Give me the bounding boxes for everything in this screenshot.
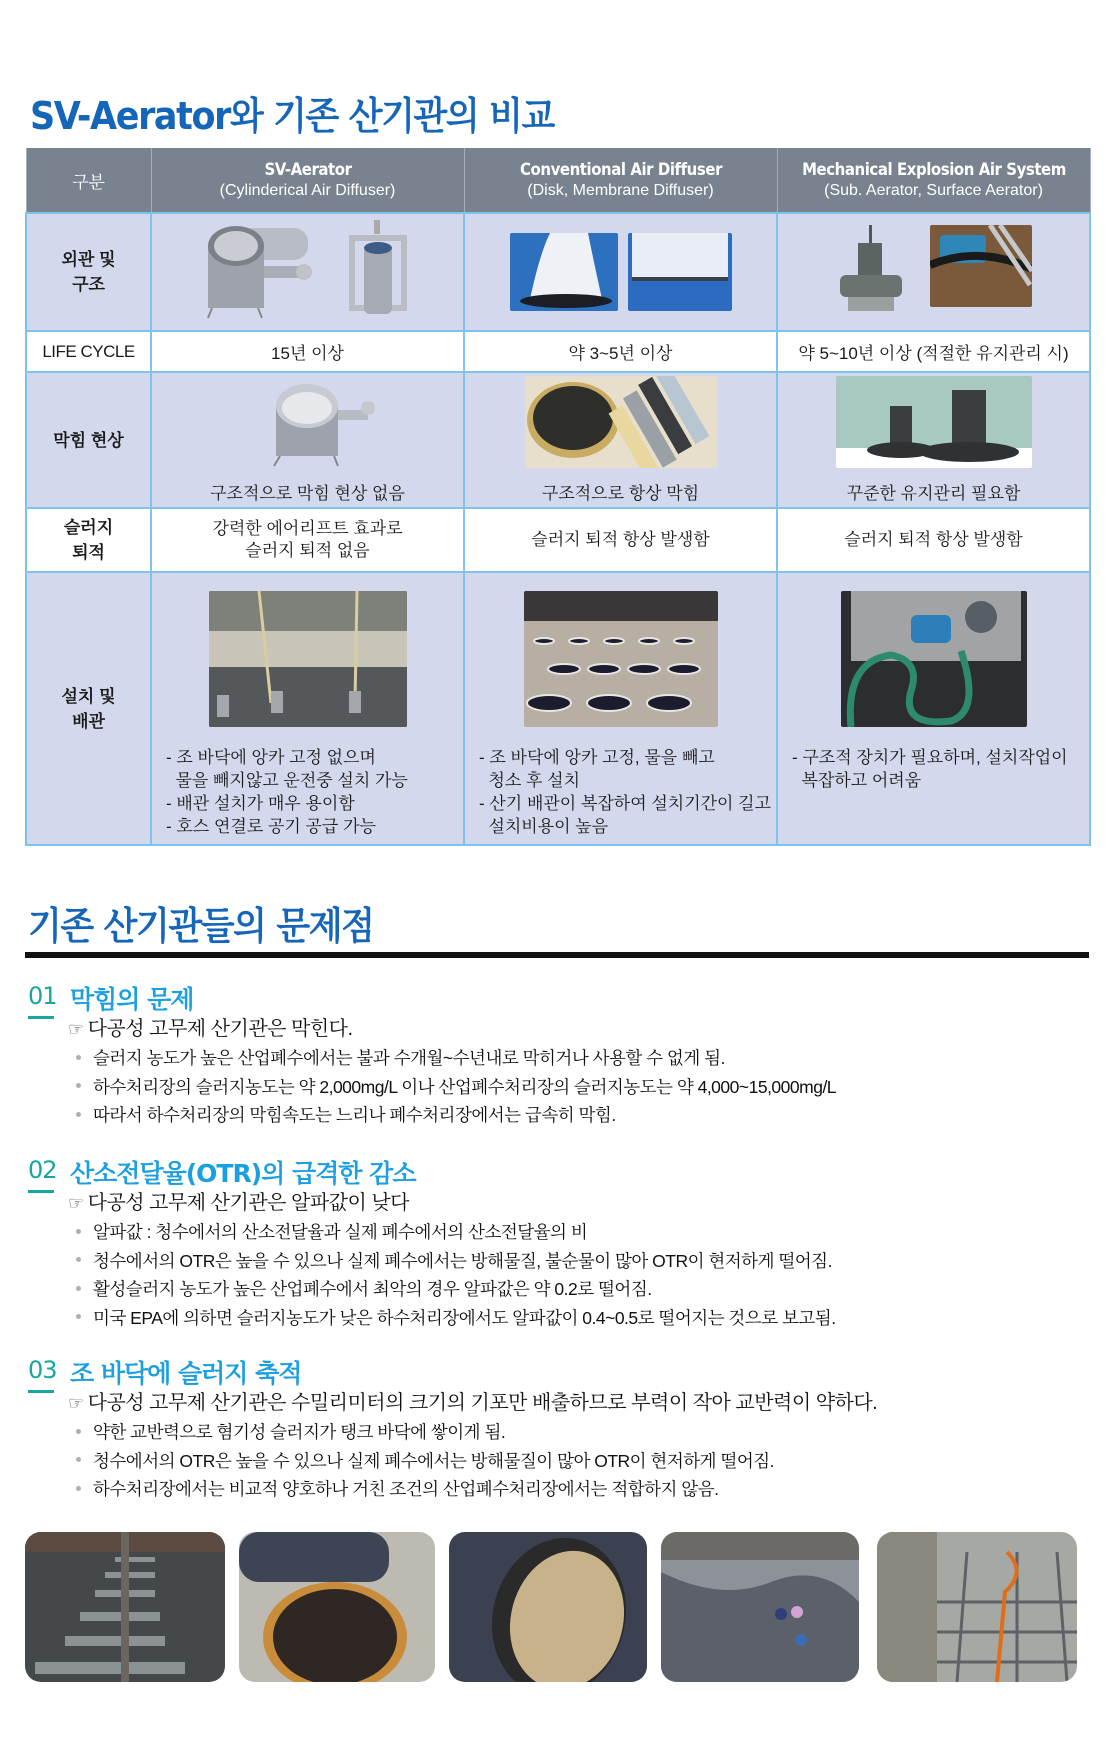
clogged-diffusers-image (525, 376, 717, 468)
bullet-item (76, 1247, 836, 1276)
cell-value (777, 508, 1090, 572)
bullet-dot-icon (76, 1286, 81, 1291)
pointing-hand-icon: ☞ (68, 1019, 84, 1039)
problem-bullets (76, 1044, 836, 1130)
row-label (26, 572, 151, 845)
bullet-text: 하수처리장에서는 비교적 양호하나 거친 조건의 산업폐수처리장에서는 적합하지 않음. (93, 1479, 719, 1499)
note-line: 청소 후 설치 (479, 771, 581, 790)
cell-conventional-clogging (464, 372, 777, 508)
number-underline (28, 1390, 54, 1393)
cell-value: 약 3~5년 이상 (464, 331, 777, 372)
bullet-item (76, 1418, 774, 1447)
disk-diffuser-image (510, 233, 618, 311)
label-line: 구조 (72, 275, 105, 294)
drained-tank-piping-photo (877, 1532, 1077, 1682)
header-conventional (464, 148, 777, 213)
aerator-platform-image (841, 591, 1027, 727)
clogging-caption: 구조적으로 막힘 현상 없음 (210, 484, 405, 503)
row-life-cycle (26, 331, 1090, 372)
bullet-item (76, 1073, 836, 1102)
bullet-dot-icon (76, 1314, 81, 1319)
row-appearance (26, 213, 1090, 331)
cell-sv-appearance (151, 213, 464, 331)
row-clogging (26, 372, 1090, 508)
header-name: SV-Aerator (263, 160, 352, 180)
bullet-dot-icon (76, 1486, 81, 1491)
problem-title: 조 바닥에 슬러지 축적 (70, 1359, 302, 1388)
bullet-item (76, 1447, 774, 1476)
row-label (26, 213, 151, 331)
note-line: - 구조적 장치가 필요하며, 설치작업이 (792, 748, 1068, 767)
cell-value: 15년 이상 (151, 331, 464, 372)
submersible-aerator-image (836, 225, 906, 319)
workers-sludge-tank-photo (661, 1532, 859, 1682)
bullet-dot-icon (76, 1457, 81, 1462)
problems-title: 기존 산기관들의 문제점 (28, 904, 374, 948)
problem-lead (68, 1186, 409, 1215)
problem-number: 02 (28, 1156, 57, 1184)
sludge-covered-diffuser-photo (449, 1532, 647, 1682)
bullet-text: 미국 EPA에 의하면 슬러지농도가 낮은 하수처리장에서도 알파값이 0.4~0.5로 떨어지는 것으로 보고됨. (93, 1307, 836, 1328)
bullet-text: 청수에서의 OTR은 높을 수 있으나 실제 폐수에서는 방해물질이 많아 OTR이 현저하게 떨어짐. (93, 1450, 774, 1471)
row-installation (26, 572, 1090, 845)
sv-aerator-installed-image (209, 591, 407, 727)
header-mechanical (777, 148, 1090, 213)
note-line: - 조 바닥에 앙카 고정, 물을 빼고 (479, 748, 715, 767)
cell-sv-clogging (151, 372, 464, 508)
label-line: 슬러지 (63, 518, 114, 537)
note-line: 복잡하고 어려움 (792, 771, 922, 790)
bullet-text: 따라서 하수처리장의 막힘속도는 느리나 폐수처리장에서는 급속히 막힘. (93, 1105, 616, 1125)
problem-bullets (76, 1418, 774, 1504)
bullet-item (76, 1275, 836, 1304)
installation-notes (778, 746, 1089, 792)
problem-title: 산소전달율(OTR)의 급격한 감소 (70, 1159, 416, 1188)
comparison-title: SV-Aerator와 기존 산기관의 비교 (30, 94, 554, 138)
disk-diffuser-grid-image (524, 591, 718, 727)
clogging-caption: 꾸준한 유지관리 필요함 (846, 484, 1021, 503)
cell-conventional-installation (464, 572, 777, 845)
bullet-text: 알파값 : 청수에서의 산소전달율과 실제 폐수에서의 산소전달율의 비 (93, 1222, 588, 1242)
pointing-hand-icon: ☞ (68, 1193, 84, 1213)
cell-value (464, 508, 777, 572)
cell-mechanical-clogging (777, 372, 1090, 508)
row-sludge (26, 508, 1090, 572)
problem-number: 01 (28, 982, 57, 1010)
bullet-dot-icon (76, 1055, 81, 1060)
pointing-hand-icon: ☞ (68, 1393, 84, 1413)
cell-mechanical-installation (777, 572, 1090, 845)
bullet-dot-icon (76, 1257, 81, 1262)
bullet-dot-icon (76, 1429, 81, 1434)
cell-value: 약 5~10년 이상 (적절한 유지관리 시) (777, 331, 1090, 372)
number-underline (28, 1016, 54, 1019)
lead-text: 다공성 고무제 산기관은 막힌다. (87, 1018, 353, 1040)
row-label: 막힘 현상 (26, 372, 151, 508)
label-line: 퇴적 (72, 543, 105, 562)
cell-value (151, 508, 464, 572)
row-label: LIFE CYCLE (26, 331, 151, 372)
value-line: 강력한 에어리프트 효과로 (212, 519, 403, 538)
membrane-diffuser-image (628, 233, 732, 311)
bullet-item (76, 1101, 836, 1130)
bullet-dot-icon (76, 1229, 81, 1234)
bullet-item (76, 1218, 836, 1247)
bullet-text: 하수처리장의 슬러지농도는 약 2,000mg/L 이나 산업폐수처리장의 슬러지농도는 약 4,000~15,000mg/L (93, 1076, 837, 1097)
bullet-dot-icon (76, 1083, 81, 1088)
row-label (26, 508, 151, 572)
aerators-in-tank-image (836, 376, 1032, 468)
label-line: 배관 (72, 711, 105, 731)
bullet-item (76, 1475, 774, 1504)
section-divider (25, 952, 1089, 958)
header-sub: (Sub. Aerator, Surface Aerator) (824, 182, 1043, 199)
cell-mechanical-appearance (777, 213, 1090, 331)
bullet-text: 청수에서의 OTR은 높을 수 있으나 실제 폐수에서는 방해물질, 불순물이 많아 OTR이 현저하게 떨어짐. (93, 1250, 832, 1271)
bullet-dot-icon (76, 1112, 81, 1117)
installation-notes (152, 746, 463, 838)
clogged-disk-diffuser-photo (239, 1532, 435, 1682)
bullet-item (76, 1044, 836, 1073)
value-line: 슬러지 퇴적 항상 발생함 (844, 530, 1023, 549)
problem-photo-gallery (25, 1532, 1089, 1682)
cylindrical-diffuser-open-image (238, 376, 378, 468)
cell-sv-installation (151, 572, 464, 845)
bullet-item (76, 1304, 836, 1333)
header-sub: (Disk, Membrane Diffuser) (527, 182, 714, 199)
header-sub: (Cylinderical Air Diffuser) (219, 182, 396, 199)
problem-bullets (76, 1218, 836, 1332)
pipe-diffuser-row-photo (25, 1532, 225, 1682)
surface-aerator-image (930, 225, 1032, 307)
label-line: 설치 및 (61, 686, 116, 706)
header-sv-aerator (151, 148, 464, 213)
cell-conventional-appearance (464, 213, 777, 331)
note-line: 물을 빼지않고 운전중 설치 가능 (166, 771, 408, 790)
lead-text: 다공성 고무제 산기관은 알파값이 낮다 (87, 1192, 409, 1214)
note-line: - 조 바닥에 앙카 고정 없으며 (166, 748, 376, 767)
comparison-table (25, 148, 1091, 846)
note-line: - 배관 설치가 매우 용이함 (166, 794, 355, 813)
cylindrical-diffuser-image (198, 220, 328, 320)
bullet-text: 약한 교반력으로 혐기성 슬러지가 탱크 바닥에 쌓이게 됨. (93, 1422, 506, 1442)
note-line: 설치비용이 높음 (479, 817, 609, 836)
cylindrical-diffuser-frame-image (338, 220, 418, 325)
header-name: Mechanical Explosion Air System (801, 160, 1066, 180)
note-line: - 호스 연결로 공기 공급 가능 (166, 817, 376, 836)
problem-number: 03 (28, 1356, 57, 1384)
lead-text: 다공성 고무제 산기관은 수밀리미터의 크기의 기포만 배출하므로 부력이 작아 교반력이 약하다. (87, 1392, 878, 1414)
problem-lead (68, 1386, 877, 1415)
header-name: Conventional Air Diffuser (519, 160, 722, 180)
installation-notes (465, 746, 776, 838)
table-header-row (26, 148, 1090, 213)
value-line: 슬러지 퇴적 항상 발생함 (531, 530, 710, 549)
bullet-text: 활성슬러지 농도가 높은 산업폐수에서 최악의 경우 알파값은 약 0.2로 떨어짐. (93, 1279, 652, 1299)
problem-lead (68, 1012, 353, 1041)
bullet-text: 슬러지 농도가 높은 산업폐수에서는 불과 수개월~수년내로 막히거나 사용할 수 없게 됨. (93, 1048, 725, 1068)
value-line: 슬러지 퇴적 없음 (245, 541, 370, 560)
problem-title: 막힘의 문제 (70, 985, 194, 1014)
note-line: - 산기 배관이 복잡하여 설치기간이 길고 (479, 794, 772, 813)
label-line: 외관 및 (61, 250, 116, 269)
clogging-caption: 구조적으로 항상 막힘 (541, 484, 700, 503)
header-category: 구분 (26, 148, 151, 213)
number-underline (28, 1190, 54, 1193)
